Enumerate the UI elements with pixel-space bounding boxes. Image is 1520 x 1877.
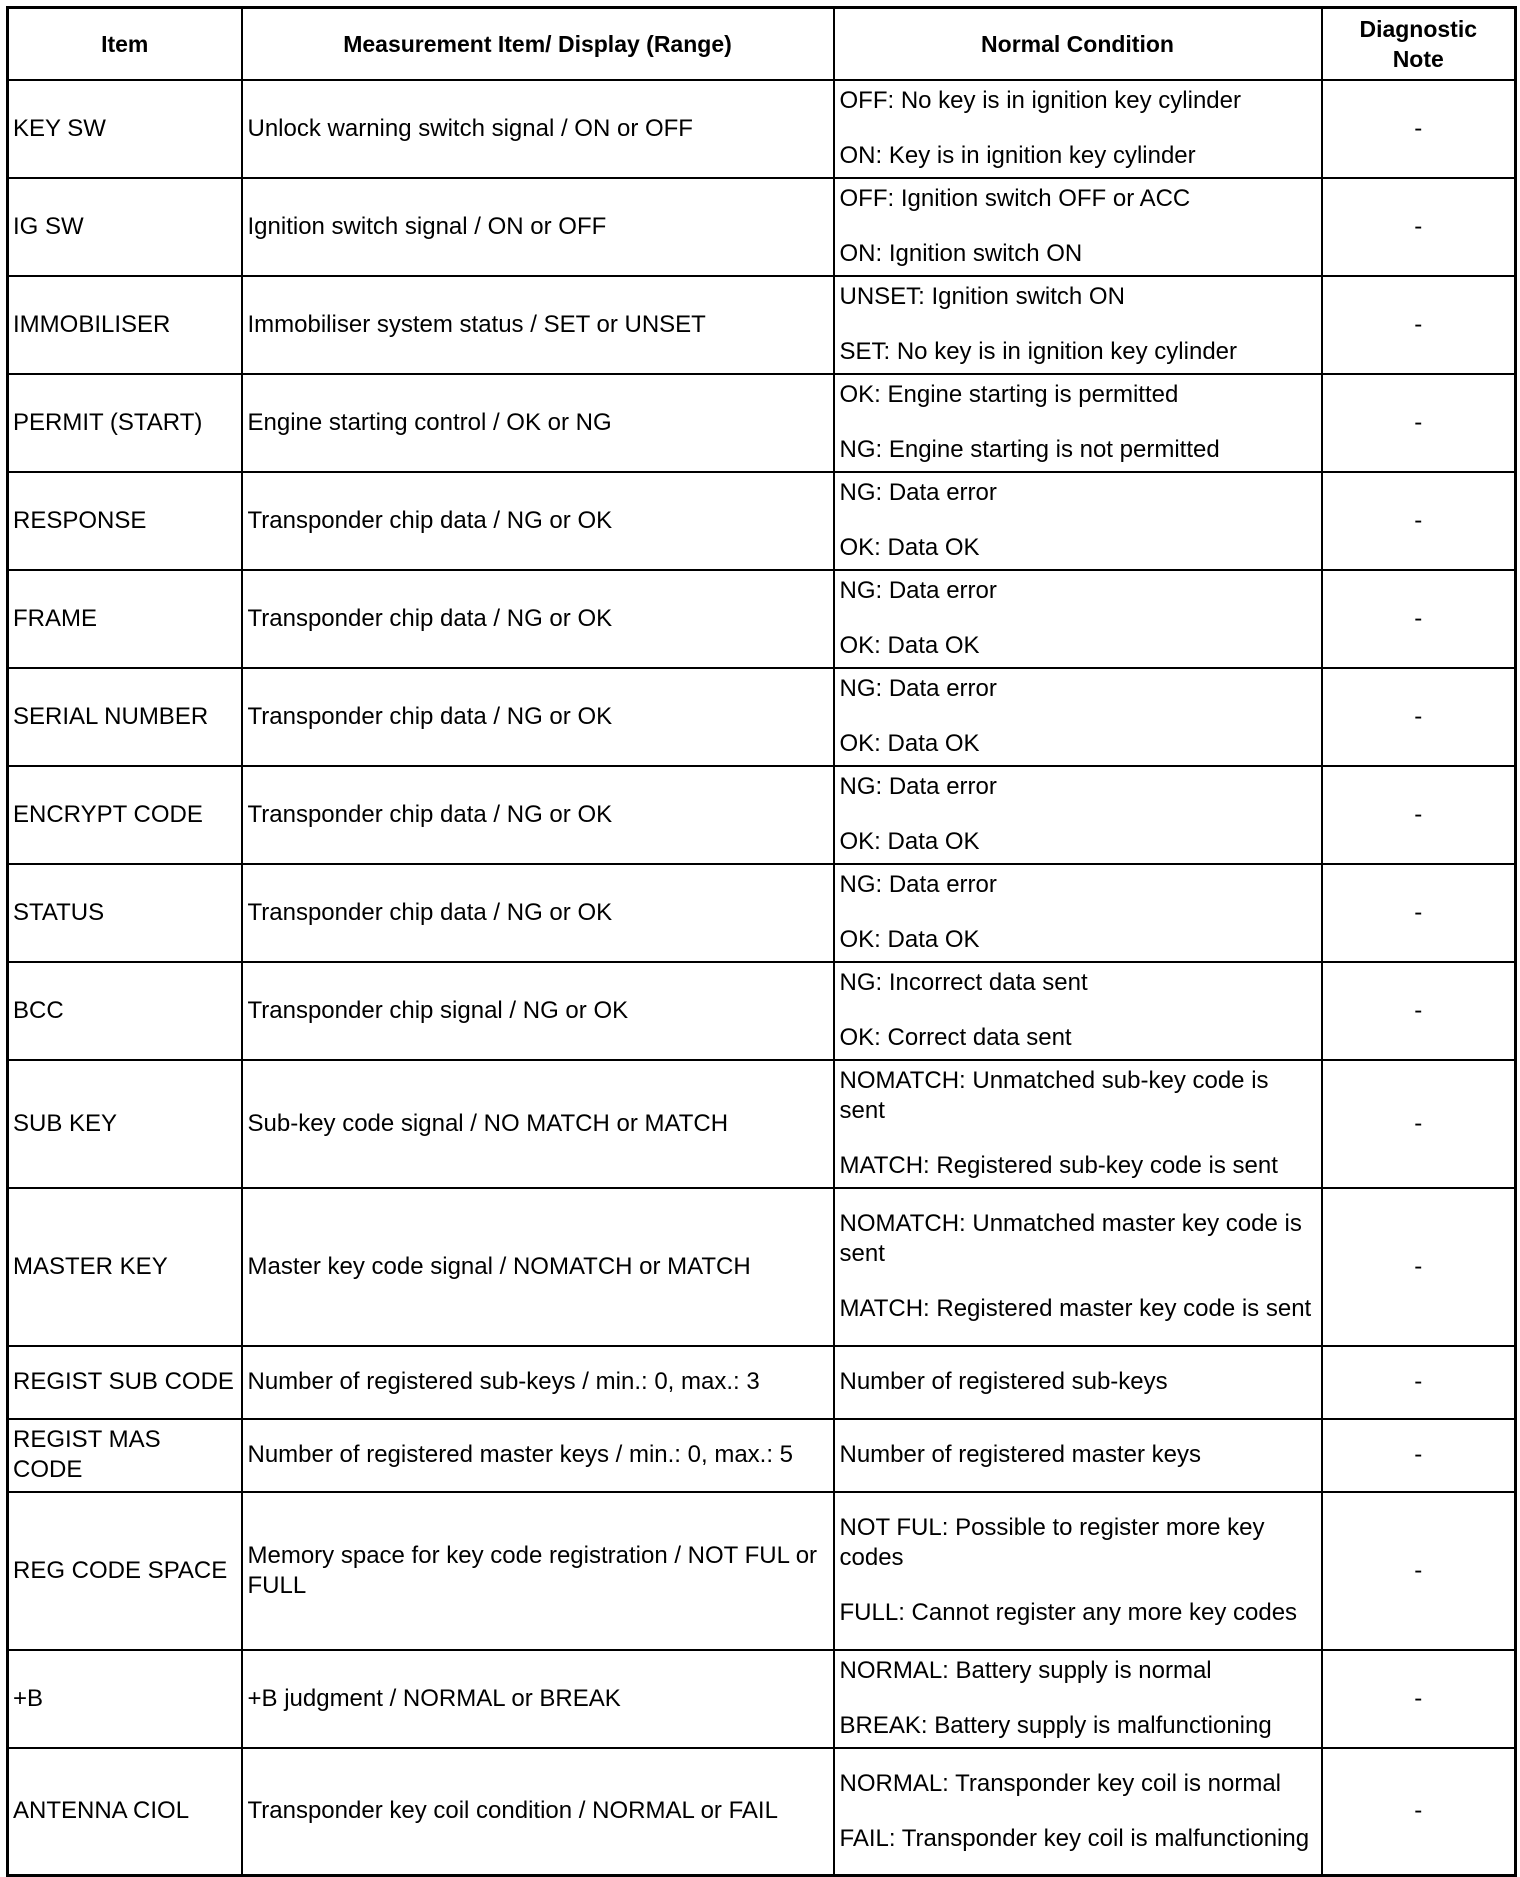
cell-item: STATUS: [8, 864, 242, 962]
cell-measurement: Transponder chip data / NG or OK: [242, 570, 834, 668]
cell-measurement: Sub-key code signal / NO MATCH or MATCH: [242, 1060, 834, 1188]
cell-item: +B: [8, 1650, 242, 1748]
condition-line: OK: Correct data sent: [839, 1024, 1072, 1051]
condition-line: NG: Data error: [839, 479, 997, 506]
data-monitor-table-sheet: [6, 6, 1514, 1877]
cell-diagnostic-note: -: [1322, 962, 1516, 1060]
table-row: [8, 276, 1516, 374]
condition-line: NOMATCH: Unmatched sub-key code is sent: [839, 1067, 1269, 1124]
cell-normal-condition: [834, 1650, 1322, 1748]
condition-line: BREAK: Battery supply is malfunctioning: [839, 1712, 1272, 1739]
table-row: [8, 962, 1516, 1060]
cell-item: MASTER KEY: [8, 1188, 242, 1346]
condition-line: OK: Data OK: [839, 828, 980, 855]
cell-normal-condition: [834, 766, 1322, 864]
cell-measurement: Transponder chip signal / NG or OK: [242, 962, 834, 1060]
cell-normal-condition: [834, 80, 1322, 178]
table-row: [8, 472, 1516, 570]
condition-line: OK: Data OK: [839, 730, 980, 757]
cell-item: ENCRYPT CODE: [8, 766, 242, 864]
cell-normal-condition: [834, 962, 1322, 1060]
cell-diagnostic-note: -: [1322, 80, 1516, 178]
cell-item: SUB KEY: [8, 1060, 242, 1188]
condition-line: OK: Engine starting is permitted: [839, 381, 1179, 408]
condition-line: FULL: Cannot register any more key codes: [839, 1599, 1298, 1626]
header-diagnostic-note: [1322, 8, 1516, 80]
condition-line: NG: Engine starting is not permitted: [839, 436, 1220, 463]
cell-item: SERIAL NUMBER: [8, 668, 242, 766]
cell-measurement: Transponder chip data / NG or OK: [242, 864, 834, 962]
header-item: Item: [8, 8, 242, 80]
cell-diagnostic-note: -: [1322, 374, 1516, 472]
cell-normal-condition: [834, 1346, 1322, 1419]
cell-item: IMMOBILISER: [8, 276, 242, 374]
condition-line: MATCH: Registered master key code is sent: [839, 1295, 1312, 1322]
condition-line: ON: Key is in ignition key cylinder: [839, 142, 1196, 169]
header-diagnostic-note-line1: Diagnostic: [1359, 15, 1478, 42]
table-row: [8, 1650, 1516, 1748]
condition-line: OK: Data OK: [839, 632, 980, 659]
cell-normal-condition: [834, 570, 1322, 668]
cell-diagnostic-note: -: [1322, 1650, 1516, 1748]
condition-line: Number of registered master keys: [839, 1441, 1201, 1468]
cell-diagnostic-note: -: [1322, 276, 1516, 374]
condition-line: NOMATCH: Unmatched master key code is sent: [839, 1210, 1302, 1267]
condition-line: NG: Data error: [839, 871, 997, 898]
table-row: [8, 766, 1516, 864]
cell-diagnostic-note: -: [1322, 178, 1516, 276]
table-row: [8, 80, 1516, 178]
cell-item: REGIST SUB CODE: [8, 1346, 242, 1419]
cell-normal-condition: [834, 1060, 1322, 1188]
cell-measurement: Immobiliser system status / SET or UNSET: [242, 276, 834, 374]
header-measurement: Measurement Item/ Display (Range): [242, 8, 834, 80]
cell-measurement: Number of registered sub-keys / min.: 0, max.: 3: [242, 1346, 834, 1419]
table-row: [8, 374, 1516, 472]
cell-diagnostic-note: -: [1322, 1419, 1516, 1492]
cell-normal-condition: [834, 1419, 1322, 1492]
cell-item: IG SW: [8, 178, 242, 276]
cell-diagnostic-note: -: [1322, 570, 1516, 668]
condition-line: NG: Data error: [839, 675, 997, 702]
cell-measurement: Transponder key coil condition / NORMAL or FAIL: [242, 1748, 834, 1876]
cell-item: REGIST MAS CODE: [8, 1419, 242, 1492]
condition-line: MATCH: Registered sub-key code is sent: [839, 1152, 1278, 1179]
table-row: [8, 178, 1516, 276]
cell-normal-condition: [834, 668, 1322, 766]
cell-normal-condition: [834, 472, 1322, 570]
condition-line: FAIL: Transponder key coil is malfunctioning: [839, 1824, 1310, 1852]
cell-measurement: Master key code signal / NOMATCH or MATCH: [242, 1188, 834, 1346]
condition-line: SET: No key is in ignition key cylinder: [839, 338, 1237, 365]
condition-line: OFF: No key is in ignition key cylinder: [839, 87, 1241, 114]
cell-diagnostic-note: -: [1322, 864, 1516, 962]
cell-diagnostic-note: -: [1322, 472, 1516, 570]
condition-line: NORMAL: Transponder key coil is normal: [839, 1769, 1281, 1797]
cell-normal-condition: [834, 178, 1322, 276]
cell-measurement: Transponder chip data / NG or OK: [242, 766, 834, 864]
table-row: [8, 1419, 1516, 1492]
cell-item: ANTENNA CIOL: [8, 1748, 242, 1876]
cell-normal-condition: [834, 374, 1322, 472]
cell-diagnostic-note: -: [1322, 1188, 1516, 1346]
cell-measurement: Transponder chip data / NG or OK: [242, 668, 834, 766]
condition-line: OK: Data OK: [839, 926, 980, 953]
cell-diagnostic-note: -: [1322, 668, 1516, 766]
cell-item: PERMIT (START): [8, 374, 242, 472]
cell-item: REG CODE SPACE: [8, 1492, 242, 1650]
table-row: [8, 1346, 1516, 1419]
cell-diagnostic-note: -: [1322, 1346, 1516, 1419]
table-row: [8, 668, 1516, 766]
table-header-row: [8, 8, 1516, 80]
cell-measurement: Number of registered master keys / min.: 0, max.: 5: [242, 1419, 834, 1492]
table-row: [8, 1188, 1516, 1346]
table-body: [8, 80, 1516, 1876]
table-row: [8, 1060, 1516, 1188]
cell-measurement: Memory space for key code registration / NOT FUL or FULL: [242, 1492, 834, 1650]
condition-line: UNSET: Ignition switch ON: [839, 283, 1125, 310]
cell-normal-condition: [834, 864, 1322, 962]
cell-item: BCC: [8, 962, 242, 1060]
cell-measurement: +B judgment / NORMAL or BREAK: [242, 1650, 834, 1748]
cell-measurement: Unlock warning switch signal / ON or OFF: [242, 80, 834, 178]
cell-normal-condition: [834, 1188, 1322, 1346]
cell-diagnostic-note: -: [1322, 1060, 1516, 1188]
cell-normal-condition: [834, 1492, 1322, 1650]
data-monitor-table: [6, 6, 1517, 1877]
condition-line: ON: Ignition switch ON: [839, 240, 1083, 267]
condition-line: NORMAL: Battery supply is normal: [839, 1657, 1212, 1684]
cell-item: FRAME: [8, 570, 242, 668]
condition-line: Number of registered sub-keys: [839, 1368, 1168, 1395]
condition-line: NG: Data error: [839, 577, 997, 604]
cell-diagnostic-note: -: [1322, 766, 1516, 864]
cell-normal-condition: [834, 1748, 1322, 1876]
table-row: [8, 1492, 1516, 1650]
cell-item: KEY SW: [8, 80, 242, 178]
cell-diagnostic-note: -: [1322, 1748, 1516, 1876]
cell-measurement: Engine starting control / OK or NG: [242, 374, 834, 472]
condition-line: NG: Data error: [839, 773, 997, 800]
cell-diagnostic-note: -: [1322, 1492, 1516, 1650]
cell-measurement: Transponder chip data / NG or OK: [242, 472, 834, 570]
condition-line: OFF: Ignition switch OFF or ACC: [839, 185, 1191, 212]
cell-item: RESPONSE: [8, 472, 242, 570]
table-row: [8, 1748, 1516, 1876]
condition-line: NG: Incorrect data sent: [839, 969, 1088, 996]
header-normal-condition: Normal Condition: [834, 8, 1322, 80]
table-row: [8, 864, 1516, 962]
condition-line: OK: Data OK: [839, 534, 980, 561]
header-diagnostic-note-line2: Note: [1392, 45, 1444, 72]
condition-line: NOT FUL: Possible to register more key codes: [839, 1514, 1265, 1571]
table-row: [8, 570, 1516, 668]
cell-normal-condition: [834, 276, 1322, 374]
cell-measurement: Ignition switch signal / ON or OFF: [242, 178, 834, 276]
